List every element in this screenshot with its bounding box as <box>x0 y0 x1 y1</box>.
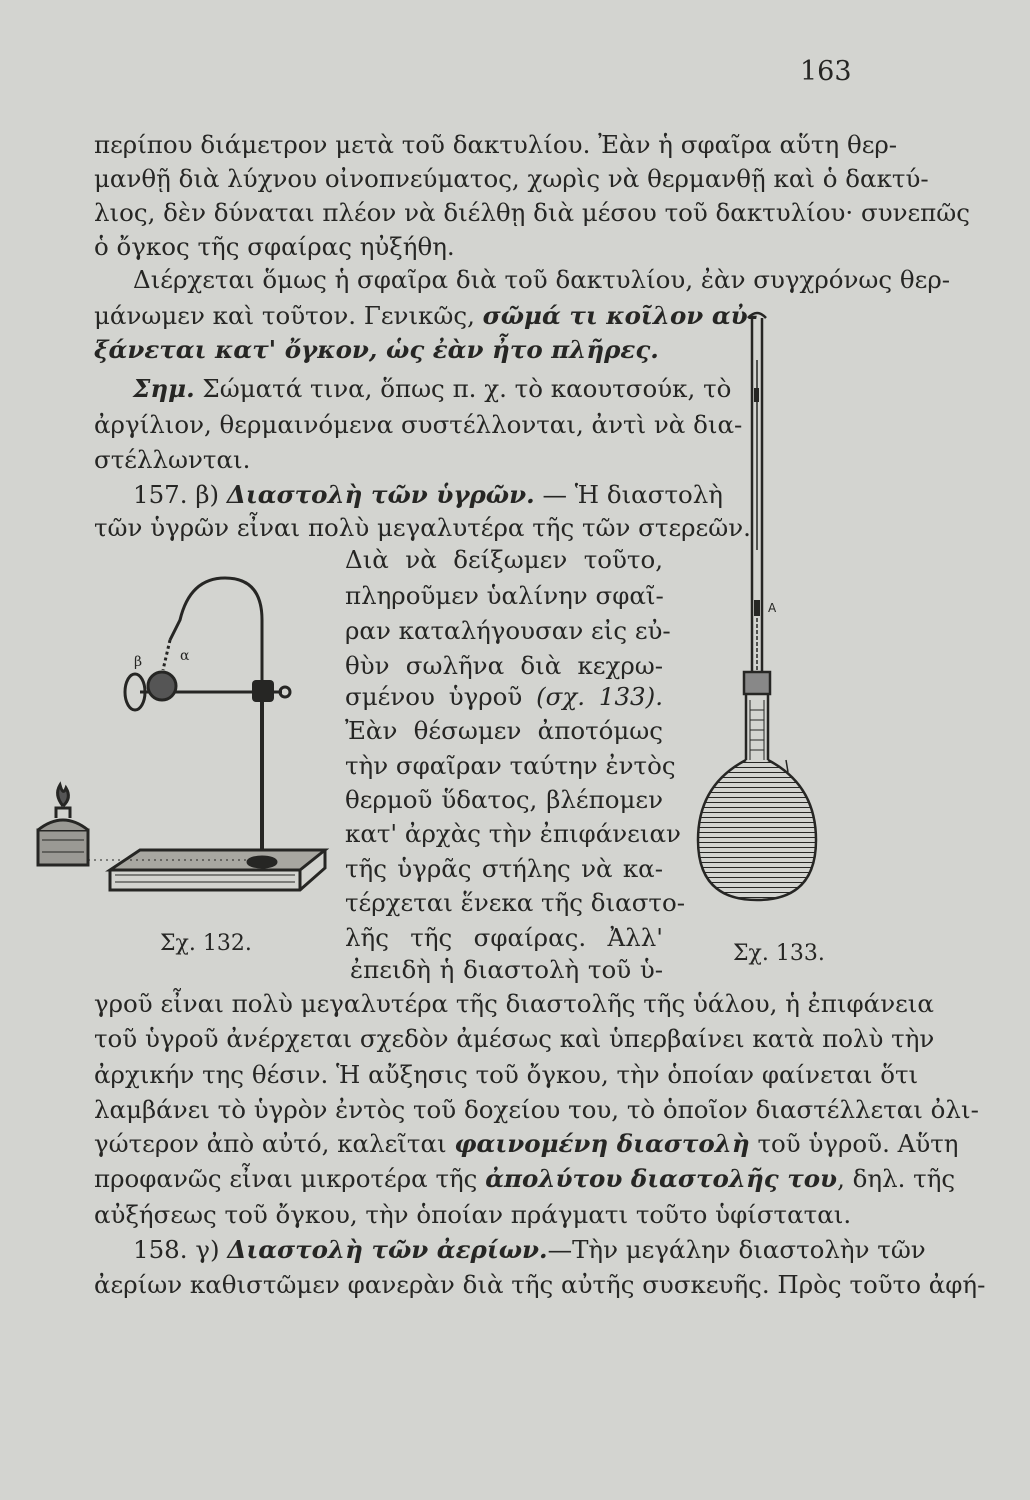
text-line: ἀρχικήν της θέσιν. Ἡ αὔξησις τοῦ ὄγκου, τὴν ὁποίαν φαίνεται ὅτι <box>94 1060 919 1089</box>
figure-132-label-a: α <box>180 648 190 664</box>
text-line: πληροῦμεν ὑαλίνην σφαῖ- <box>345 581 664 610</box>
text-line: μανθῇ διὰ λύχνου οἰνοπνεύματος, χωρὶς νὰ θερμανθῇ καὶ ὁ δακτύ- <box>94 164 929 193</box>
text-line: λιος, δὲν δύναται πλέον νὰ διέλθῃ διὰ μέσου τοῦ δακτυλίου· συνεπῶς <box>94 198 970 227</box>
text-line <box>133 372 732 406</box>
text-span: τοῦ ὑγροῦ. Αὕτη <box>749 1129 959 1158</box>
figure-133-caption: Σχ. 133. <box>733 941 825 966</box>
text-line: ἀερίων καθιστῶμεν φανερὰν διὰ τῆς αὐτῆς συσκευῆς. Πρὸς τοῦτο ἀφή- <box>94 1270 986 1299</box>
text-line: τέρχεται ἕνεκα τῆς διαστο- <box>345 888 686 917</box>
text-line: ἀργίλιον, θερμαινόμενα συστέλλονται, ἀντὶ νὰ δια- <box>94 410 743 439</box>
text-line: τὴν σφαῖραν ταύτην ἐντὸς <box>345 751 676 780</box>
text-line: ἐπειδὴ ἡ διαστολὴ τοῦ ὑ- <box>350 955 663 984</box>
text-line: αὐξήσεως τοῦ ὄγκου, τὴν ὁποίαν πράγματι τοῦτο ὑφίσταται. <box>94 1200 852 1229</box>
text-line: Διὰ νὰ δείξωμεν τοῦτο, <box>345 545 663 574</box>
text-line <box>345 680 663 714</box>
figure-132-label-b: β <box>134 654 143 670</box>
emphasis-text: ξάνεται κατ' ὄγκον, ὡς ἐὰν ἦτο πλῆρες. <box>94 335 659 364</box>
text-line: τῆς ὑγρᾶς στήλης νὰ κα- <box>345 854 663 883</box>
text-line: στέλλωνται. <box>94 445 251 474</box>
note-label: Σημ. <box>133 374 195 403</box>
section-number: 157. β) <box>133 480 227 509</box>
figure-133-illustration <box>690 300 880 950</box>
text-line: περίπου διάμετρον μετὰ τοῦ δακτυλίου. Ἐὰν ἡ σφαῖρα αὕτη θερ- <box>94 130 898 159</box>
text-span: γώτερον ἀπὸ αὐτό, καλεῖται <box>94 1129 455 1158</box>
emphasis-text: φαινομένη διαστολὴ <box>454 1129 750 1158</box>
text-line: τῶν ὑγρῶν εἶναι πολὺ μεγαλυτέρα τῆς τῶν στερεῶν. <box>94 513 751 542</box>
text-span: —Τὴν μεγάλην διαστολὴν τῶν <box>547 1235 926 1264</box>
figure-reference: (σχ. 133). <box>536 682 663 711</box>
emphasis-text: σῶμά τι κοῖλον αὐ- <box>482 301 758 330</box>
text-line: λῆς τῆς σφαίρας. Ἀλλ' <box>345 923 663 952</box>
text-line: θερμοῦ ὕδατος, βλέπομεν <box>345 785 663 814</box>
text-span: — Ἡ διαστολὴ <box>534 480 723 509</box>
section-title: Διαστολὴ τῶν ὑγρῶν. <box>226 480 535 509</box>
text-line <box>94 1127 959 1161</box>
text-span: Σώματά τινα, ὅπως π. χ. τὸ καουτσούκ, τὸ <box>194 374 732 403</box>
emphasis-text: ἀπολύτου διαστολῆς του <box>485 1164 838 1193</box>
text-span: προφανῶς εἶναι μικροτέρα τῆς <box>94 1164 486 1193</box>
text-span: μάνωμεν καὶ τοῦτον. Γενικῶς, <box>94 301 483 330</box>
text-line: ραν καταλήγουσαν εἰς εὐ- <box>345 616 671 645</box>
figure-132-caption: Σχ. 132. <box>160 931 252 956</box>
text-line: Διέρχεται ὅμως ἡ σφαῖρα διὰ τοῦ δακτυλίου, ἐὰν συγχρόνως θερ- <box>133 265 951 294</box>
text-line: θὺν σωλῆνα διὰ κεχρω- <box>345 651 663 680</box>
text-line <box>94 333 660 367</box>
text-line: λαμβάνει τὸ ὑγρὸν ἐντὸς τοῦ δοχείου του, τὸ ὁποῖον διαστέλλεται ὀλι- <box>94 1095 979 1124</box>
text-line: ὁ ὄγκος τῆς σφαίρας ηὐξήθη. <box>94 232 455 261</box>
text-line: τοῦ ὑγροῦ ἀνέρχεται σχεδὸν ἀμέσως καὶ ὑπερβαίνει κατὰ πολὺ τὴν <box>94 1024 935 1053</box>
figure-132-illustration <box>30 560 330 940</box>
text-line <box>94 1162 956 1196</box>
text-span: , δηλ. τῆς <box>837 1164 956 1193</box>
section-number: 158. γ) <box>133 1235 228 1264</box>
text-line: γροῦ εἶναι πολὺ μεγαλυτέρα τῆς διαστολῆς τῆς ὑάλου, ἡ ἐπιφάνεια <box>94 989 934 1018</box>
page-number: 163 <box>800 56 852 87</box>
figure-133-label-a: Α <box>768 601 777 615</box>
text-span: σμένου ὑγροῦ <box>345 682 537 711</box>
text-line <box>94 299 758 333</box>
text-line: κατ' ἀρχὰς τὴν ἐπιφάνειαν <box>345 819 681 848</box>
section-heading-158 <box>133 1233 926 1267</box>
section-heading-157 <box>133 478 723 512</box>
section-title: Διαστολὴ τῶν ἀερίων. <box>227 1235 548 1264</box>
text-line: Ἐὰν θέσωμεν ἀποτόμως <box>345 716 663 745</box>
